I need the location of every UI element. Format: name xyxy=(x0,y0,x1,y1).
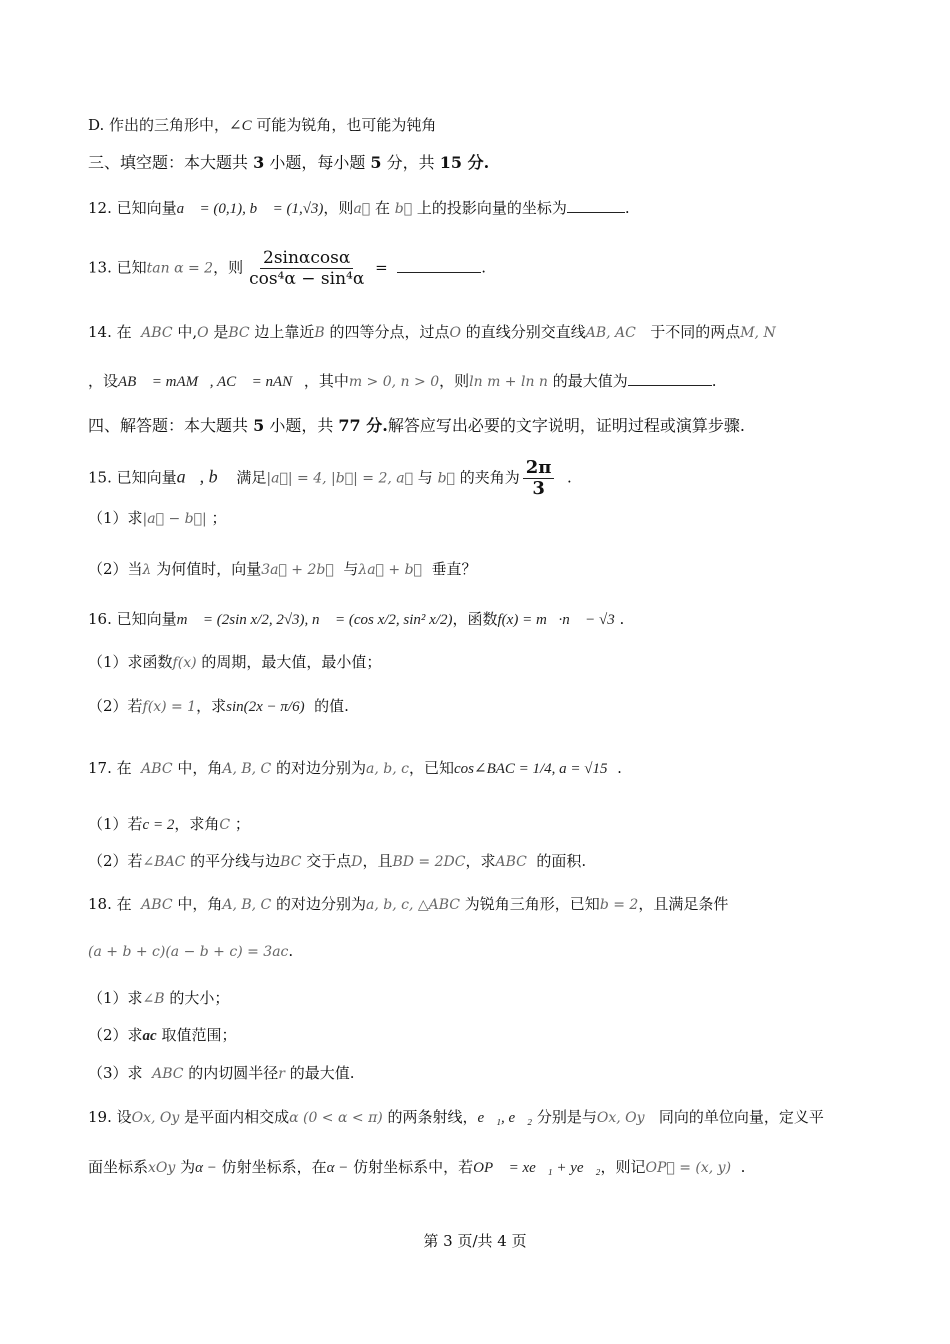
question-15: 15. 已知向量a⃗, b⃗ 满足|a⃗| = 4, |b⃗| = 2, a⃗ 与 b⃗ 的夹角为 $\frac{2\pi}{3}$ . xyxy=(88,457,572,499)
answer-blank xyxy=(567,198,625,213)
fraction: $\frac{2\sin\alpha\cos\alpha}{\text{cos⁴α − sin⁴α}}$ xyxy=(249,248,365,289)
question-16-part-2: （2）若f(x) = 1，求sin(2x − π/6) 的值. xyxy=(88,697,349,715)
fraction: $\frac{2\pi}{3}$ xyxy=(523,458,555,499)
answer-blank xyxy=(628,371,712,386)
question-16-part-1: （1）求函数f(x) 的周期，最大值，最小值； xyxy=(88,653,382,671)
question-14: 14. 在 ABC 中,O 是BC 边上靠近B 的四等分点，过点O 的直线分别交直线AB, AC 于不同的两点M, N xyxy=(88,323,776,341)
question-14-cont: ，设AB⃗ = mAM⃗, AC⃗ = nAN⃗，其中m > 0, n > 0，则ln m + ln n 的最大值为 . xyxy=(88,372,717,390)
question-15-part-2: （2）当λ 为何值时，向量3a⃗ + 2b⃗ 与λa⃗ + b⃗ 垂直？ xyxy=(88,560,477,578)
question-19: 19. 设Ox, Oy 是平面内相交成α (0 < α < π) 的两条射线，e⃗₁, e⃗₂ 分别是与Ox, Oy 同向的单位向量，定义平 xyxy=(88,1108,824,1126)
question-17-part-1: （1）若c = 2，求角C ； xyxy=(88,815,250,833)
answer-blank xyxy=(397,258,481,273)
question-18-part-1: （1）求∠B 的大小； xyxy=(88,989,230,1007)
question-18-part-2: （2）求ac 取值范围； xyxy=(88,1026,237,1044)
question-17: 17. 在 ABC 中，角A, B, C 的对边分别为a, b, c，已知cos∠BAC = 1/4, a = √15 . xyxy=(88,759,622,777)
question-19-cont: 面坐标系xOy 为α − 仿射坐标系，在α − 仿射坐标系中，若OP⃗ = xe⃗₁ + ye⃗₂，则记OP⃗ = (x, y) . xyxy=(88,1158,746,1176)
question-18-condition: (a + b + c)(a − b + c) = 3ac. xyxy=(88,942,294,960)
section-3-heading: 三、填空题：本大题共 3 小题，每小题 5 分，共 15 分. xyxy=(88,153,490,172)
question-17-part-2: （2）若∠BAC 的平分线与边BC 交于点D，且BD = 2DC，求ABC 的面积. xyxy=(88,852,587,870)
question-18-part-3: （3）求 ABC 的内切圆半径r 的最大值. xyxy=(88,1064,355,1082)
question-13: 13. 已知tan α = 2，则 $\frac{2\sin\alpha\cos\alpha}{\text{cos⁴α − sin⁴α}}$ = . xyxy=(88,248,486,289)
question-12: 12. 已知向量a⃗ = (0,1), b⃗ = (1,√3)，则a⃗ 在 b⃗ 上的投影向量的坐标为 . xyxy=(88,199,630,217)
page-footer: 第 3 页/共 4 页 xyxy=(423,1232,527,1250)
option-d: D. 作出的三角形中，∠C 可能为锐角，也可能为钝角 xyxy=(88,116,437,134)
question-15-part-1: （1）求|a⃗ − b⃗| ； xyxy=(88,509,227,527)
question-16: 16. 已知向量m⃗ = (2sin x/2, 2√3), n⃗ = (cos x/2, sin² x/2)，函数f(x) = m⃗·n⃗ − √3 . xyxy=(88,610,625,628)
question-18: 18. 在 ABC 中，角A, B, C 的对边分别为a, b, c, △ABC 为锐角三角形，已知b = 2，且满足条件 xyxy=(88,895,729,913)
section-4-heading: 四、解答题：本大题共 5 小题，共 77 分.解答应写出必要的文字说明，证明过程或演算步骤. xyxy=(88,416,745,435)
